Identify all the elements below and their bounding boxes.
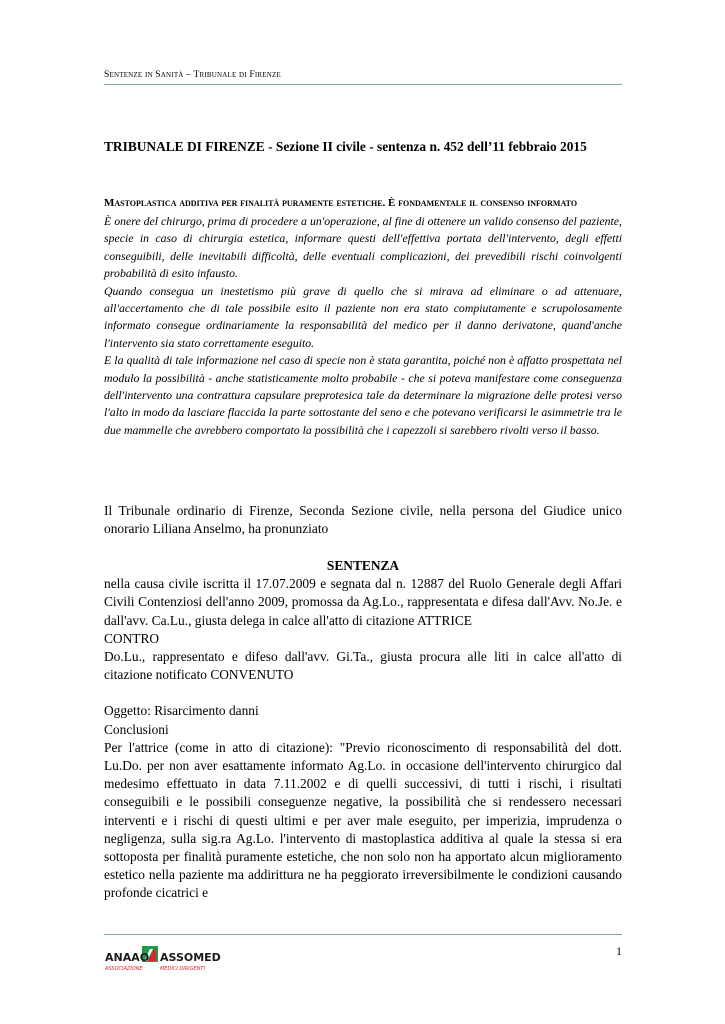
conclusioni-line: Conclusioni xyxy=(104,721,169,737)
footer-divider xyxy=(104,934,622,935)
oggetto-line: Oggetto: Risarcimento danni xyxy=(104,703,259,719)
maxim-paragraph: E la qualità di tale informazione nel caso di specie non è stata garantita, poiché non è affatto prospettata nel modulo la possibilità - anche statisticamente molto probabile - che si poteva manifestare come conseguenza dell'intervento una contrattura capsulare preprotesica tale da determinare la migrazione delle protesi verso l'alto in modo da lasciare flaccida la parte sottostante del seno e che potevano verificarsi le asimmetrie tra le due mammelle che avrebbero comportato la possibilità che i capezzoli si sarebbero rivolti verso il basso. xyxy=(104,353,622,437)
logo-word-left: ANAAO xyxy=(105,951,150,964)
document-title: TRIBUNALE DI FIRENZE - Sezione II civile - sentenza n. 452 dell’11 febbraio 2015 xyxy=(104,139,587,154)
judgment-body xyxy=(104,557,622,903)
maxim-paragraph: Quando consegua un inestetismo più grave di quello che si mirava ad eliminare o ad attenuare, all'accertamento che di tale possibile esito il paziente non era stato compiutamente e scrupolosamente informato consegue ordinariamente la responsabilità del medico per il danno derivatone, quand'anche l'intervento sia stato correttamente eseguito. xyxy=(104,283,622,350)
attrice-conclusions: Per l'attrice (come in atto di citazione): "Previo riconoscimento di responsabilità del dott. Lu.Do. per non aver esattamente informato Ag.Lo. in occasione dell'intervento chirurgico dal medesimo effettuato in data 7.11.2002 e di quelli successivi, di tutti i rischi, i risultati conseguibili e le possibili conseguenze negative, la possibilità che si rendessero necessari interventi e i rischi di questi ultimi e per aver male eseguito, per imperizia, imprudenza o negligenza, sulla sig.ra Ag.Lo. l'intervento di mastoplastica additiva al quale la stessa si era sottoposta per finalità puramente estetiche, che non solo non ha apportato alcun miglioramento estetico nella paziente ma addirittura ne ha peggiorato irreversibilmente le condizioni causando profonde cicatrici e xyxy=(104,739,622,901)
maxim-heading: Mastoplastica additiva per finalità puramente estetiche. È fondamentale il consenso informato xyxy=(104,197,578,209)
contro-line: CONTRO xyxy=(104,630,160,646)
maxim-paragraph: È onere del chirurgo, prima di procedere a un'operazione, al fine di ottenere un valido consenso del paziente, specie in caso di chirurgia estetica, informare questi dell'effettiva portata dell'intervento, degli effetti conseguibili, delle inevitabili difficoltà, delle eventuali complicazioni, dei prevedibili rischi coinvolgenti probabilità di esito infausto. xyxy=(104,214,622,281)
page-number: 1 xyxy=(616,944,622,958)
logo-tagline-left: ASSOCIAZIONE xyxy=(105,966,143,972)
sentenza-heading: SENTENZA xyxy=(326,558,400,573)
logo-word-right: ASSOMED xyxy=(160,951,221,964)
convenuto-paragraph: Do.Lu., rappresentato e difeso dall'avv. Gi.Ta., giusta procura alle liti in calce all'atto di citazione notificato CONVENUTO xyxy=(104,649,622,683)
anaao-assomed-logo xyxy=(104,946,221,974)
causa-paragraph: nella causa civile iscritta il 17.07.2009 e segnata dal n. 12887 del Ruolo Generale degli Affari Civili Contenziosi dell'anno 2009, promossa da Ag.Lo., rappresentata e difesa dall'Avv. No.Je. e dall'avv. Ca.Lu., giusta delega in calce all'atto di citazione ATTRICE xyxy=(104,576,622,628)
logo-tagline-right: MEDICI DIRIGENTI xyxy=(160,966,205,972)
intro-paragraph: Il Tribunale ordinario di Firenze, Seconda Sezione civile, nella persona del Giudice unico onorario Liliana Anselmo, ha pronunziato xyxy=(104,503,622,537)
running-header xyxy=(104,70,281,80)
header-divider xyxy=(104,84,622,85)
maxim-section xyxy=(104,194,622,439)
running-header-text: Sentenze in Sanità – Tribunale di Firenze xyxy=(104,70,281,80)
judgment-intro-block xyxy=(104,502,622,538)
